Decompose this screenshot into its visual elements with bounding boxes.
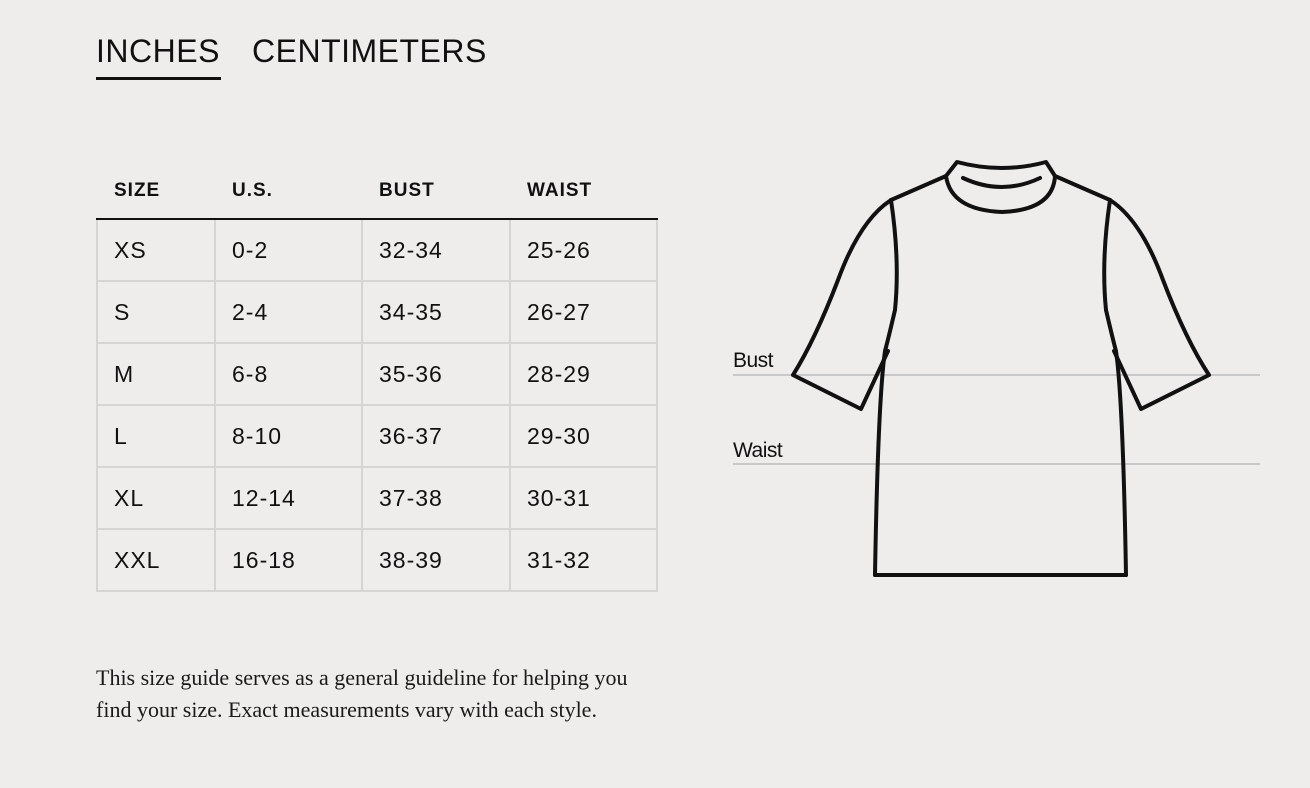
cell-bust: 32-34 [363, 220, 511, 280]
table-header [96, 160, 658, 220]
cell-bust: 37-38 [363, 468, 511, 528]
bust-label: Bust [733, 349, 774, 372]
size-guide-note: This size guide serves as a general guideline for helping you find your size. Exact measurements vary with each style. [96, 665, 628, 722]
waist-label: Waist [733, 439, 783, 462]
cell-waist: 29-30 [511, 406, 658, 466]
t-shirt-outline-icon [720, 140, 1280, 600]
cell-us: 6-8 [216, 344, 363, 404]
cell-bust: 38-39 [363, 530, 511, 590]
cell-size: S [98, 282, 216, 342]
cell-waist: 31-32 [511, 530, 658, 590]
cell-size: XXL [98, 530, 216, 590]
cell-bust: 34-35 [363, 282, 511, 342]
tab-inches[interactable]: INCHES [96, 28, 221, 80]
table-row [98, 406, 658, 468]
cell-waist: 26-27 [511, 282, 658, 342]
cell-size: L [98, 406, 216, 466]
table-row [98, 530, 658, 592]
cell-us: 16-18 [216, 530, 363, 590]
table-row [98, 468, 658, 530]
cell-waist: 28-29 [511, 344, 658, 404]
cell-us: 0-2 [216, 220, 363, 280]
table-row [98, 220, 658, 282]
size-chart-table [96, 160, 658, 592]
table-body [96, 220, 658, 592]
cell-bust: 36-37 [363, 406, 511, 466]
header-us: U.S. [232, 180, 273, 201]
cell-bust: 35-36 [363, 344, 511, 404]
cell-us: 12-14 [216, 468, 363, 528]
cell-size: M [98, 344, 216, 404]
header-waist: WAIST [527, 180, 593, 201]
cell-size: XS [98, 220, 216, 280]
garment-measurement-diagram [720, 140, 1280, 600]
cell-size: XL [98, 468, 216, 528]
cell-us: 2-4 [216, 282, 363, 342]
tab-centimeters[interactable]: CENTIMETERS [252, 33, 487, 69]
table-row [98, 344, 658, 406]
header-size: SIZE [114, 180, 161, 201]
cell-waist: 30-31 [511, 468, 658, 528]
table-row [98, 282, 658, 344]
cell-us: 8-10 [216, 406, 363, 466]
header-bust: BUST [379, 180, 435, 201]
cell-waist: 25-26 [511, 220, 658, 280]
